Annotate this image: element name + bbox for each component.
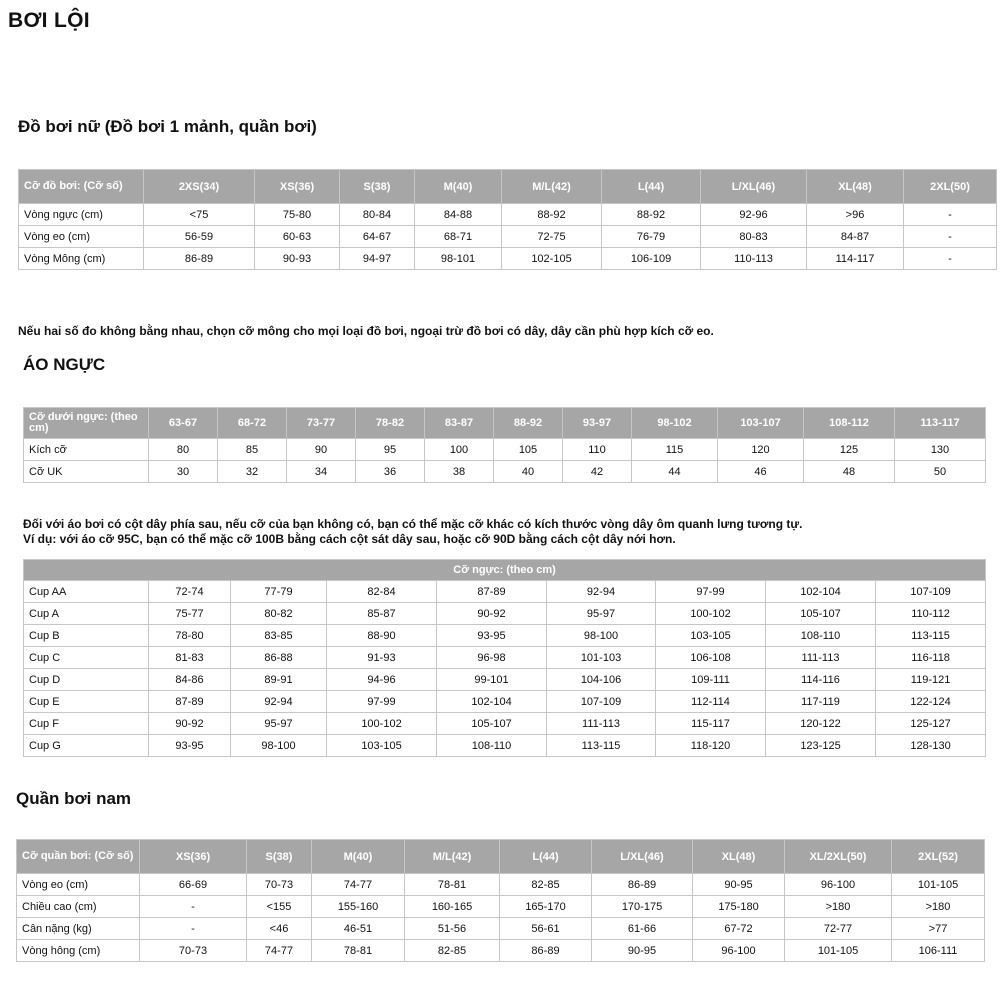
table-cell: 103-105: [327, 735, 437, 757]
table-cell: 94-97: [340, 248, 415, 270]
header-cell: M/L(42): [502, 170, 602, 204]
table-cell: 80-83: [701, 226, 807, 248]
table-cell: 97-99: [656, 581, 766, 603]
table-cell: 119-121: [876, 669, 986, 691]
table-row: [24, 735, 986, 757]
table-cell: 84-86: [149, 669, 231, 691]
table-cell: 86-89: [592, 874, 693, 896]
table-cell: 91-93: [327, 647, 437, 669]
table-cell: 102-104: [437, 691, 547, 713]
table-cell: 36: [356, 461, 425, 483]
bra-section-title: ÁO NGỰC: [23, 355, 106, 374]
table-cell: 109-111: [656, 669, 766, 691]
table-cell: 66-69: [140, 874, 247, 896]
table-row: [24, 669, 986, 691]
table-cell: 123-125: [766, 735, 876, 757]
row-label-cell: Cup D: [24, 669, 149, 691]
table-cell: 101-105: [892, 874, 985, 896]
table-cell: 100: [425, 439, 494, 461]
table-cell: 90-92: [437, 603, 547, 625]
table-row: [17, 940, 985, 962]
header-cell: 2XL(52): [892, 840, 985, 874]
row-label-cell: Cup C: [24, 647, 149, 669]
header-cell: 113-117: [895, 408, 986, 439]
table-cell: 89-91: [231, 669, 327, 691]
table-cell: 128-130: [876, 735, 986, 757]
header-cell: XS(36): [140, 840, 247, 874]
table-row: [19, 248, 997, 270]
row-label-cell: Cup F: [24, 713, 149, 735]
table-cell: 84-87: [807, 226, 904, 248]
row-label-cell: Vòng hông (cm): [17, 940, 140, 962]
women-size-table: [18, 169, 997, 270]
table-cell: 101-105: [785, 940, 892, 962]
table-cell: 61-66: [592, 918, 693, 940]
table-cell: 56-59: [144, 226, 255, 248]
table-cell: 102-104: [766, 581, 876, 603]
table-cell: 113-115: [547, 735, 656, 757]
table-cell: 85-87: [327, 603, 437, 625]
table-cell: 87-89: [437, 581, 547, 603]
row-label-cell: Vòng Mông (cm): [19, 248, 144, 270]
header-cell: 73-77: [287, 408, 356, 439]
table-cell: 60-63: [255, 226, 340, 248]
table-cell: 116-118: [876, 647, 986, 669]
row-label-cell: Chiều cao (cm): [17, 896, 140, 918]
table-cell: 32: [218, 461, 287, 483]
table-cell: 120-122: [766, 713, 876, 735]
row-label-cell: Vòng eo (cm): [17, 874, 140, 896]
table-cell: 68-71: [415, 226, 502, 248]
table-cell: 106-111: [892, 940, 985, 962]
table-cell: 86-89: [500, 940, 592, 962]
row-label-cell: Vòng eo (cm): [19, 226, 144, 248]
table-cell: 72-74: [149, 581, 231, 603]
table-cell: 42: [563, 461, 632, 483]
table-cell: 98-100: [547, 625, 656, 647]
table-cell: 160-165: [405, 896, 500, 918]
row-label-cell: Vòng ngực (cm): [19, 204, 144, 226]
table-cell: 75-77: [149, 603, 231, 625]
table-cell: 80: [149, 439, 218, 461]
table-row: [24, 581, 986, 603]
table-cell: 51-56: [405, 918, 500, 940]
table-cell: 110: [563, 439, 632, 461]
table-cell: <155: [247, 896, 312, 918]
table-cell: 92-96: [701, 204, 807, 226]
table-row: [24, 647, 986, 669]
table-cell: 46-51: [312, 918, 405, 940]
table-cell: 90-93: [255, 248, 340, 270]
header-cell: M/L(42): [405, 840, 500, 874]
table-cell: 83-85: [231, 625, 327, 647]
header-cell: 2XS(34): [144, 170, 255, 204]
table-cell: 88-90: [327, 625, 437, 647]
table-cell: 87-89: [149, 691, 231, 713]
table-cell: 165-170: [500, 896, 592, 918]
table-cell: 98-100: [231, 735, 327, 757]
table-cell: -: [904, 204, 997, 226]
header-cell: 2XL(50): [904, 170, 997, 204]
table-cell: 95-97: [547, 603, 656, 625]
table-cell: 44: [632, 461, 718, 483]
table-cell: 70-73: [247, 874, 312, 896]
table-cell: 84-88: [415, 204, 502, 226]
table-cell: 34: [287, 461, 356, 483]
table-cell: 67-72: [693, 918, 785, 940]
header-cell: L(44): [500, 840, 592, 874]
table-row: [24, 625, 986, 647]
table-cell: 96-100: [693, 940, 785, 962]
header-cell: Cỡ dưới ngực: (theo cm): [24, 408, 149, 439]
table-cell: 75-80: [255, 204, 340, 226]
table-cell: 80-84: [340, 204, 415, 226]
header-cell: 98-102: [632, 408, 718, 439]
row-label-cell: Kích cỡ: [24, 439, 149, 461]
table-row: [24, 603, 986, 625]
table-cell: 106-109: [602, 248, 701, 270]
table-cell: 64-67: [340, 226, 415, 248]
bra-note-line-2: Ví dụ: với áo cỡ 95C, bạn có thể mặc cỡ 100B bằng cách cột sát dây sau, hoặc cỡ 90D bằng cách cột dây nới hơn.: [23, 532, 676, 546]
table-cell: 77-79: [231, 581, 327, 603]
table-cell: 78-81: [312, 940, 405, 962]
row-label-cell: Cup AA: [24, 581, 149, 603]
header-cell: 68-72: [218, 408, 287, 439]
bra-note: [23, 517, 802, 547]
table-cell: 48: [804, 461, 895, 483]
table-cell: 74-77: [312, 874, 405, 896]
table-cell: 78-81: [405, 874, 500, 896]
header-cell: XL(48): [693, 840, 785, 874]
table-cell: -: [904, 226, 997, 248]
table-cell: 104-106: [547, 669, 656, 691]
header-cell: 83-87: [425, 408, 494, 439]
table-cell: 90-95: [693, 874, 785, 896]
table-cell: 72-77: [785, 918, 892, 940]
men-section-title: Quần bơi nam: [16, 789, 132, 808]
table-cell: 50: [895, 461, 986, 483]
bra-note-line-1: Đối với áo bơi có cột dây phía sau, nếu cỡ của bạn không có, bạn có thể mặc cỡ khác có kích thước vòng dây ôm quanh lưng tương tự.: [23, 517, 803, 531]
table-cell: 82-85: [500, 874, 592, 896]
table-cell: 88-92: [602, 204, 701, 226]
table-cell: 78-80: [149, 625, 231, 647]
header-cell: Cỡ quần bơi: (Cỡ số): [17, 840, 140, 874]
header-cell: XS(36): [255, 170, 340, 204]
table-cell: 82-85: [405, 940, 500, 962]
table-cell: 105-107: [437, 713, 547, 735]
table-cell: 93-95: [437, 625, 547, 647]
table-cell: 113-115: [876, 625, 986, 647]
table-row: [17, 874, 985, 896]
table-cell: 114-117: [807, 248, 904, 270]
table-row: [19, 204, 997, 226]
table-cell: 90-92: [149, 713, 231, 735]
table-cell: 40: [494, 461, 563, 483]
table-cell: 108-110: [437, 735, 547, 757]
header-cell: XL(48): [807, 170, 904, 204]
table-cell: 86-88: [231, 647, 327, 669]
table-cell: 97-99: [327, 691, 437, 713]
table-cell: 81-83: [149, 647, 231, 669]
table-cell: -: [140, 896, 247, 918]
table-cell: 107-109: [876, 581, 986, 603]
header-cell: 88-92: [494, 408, 563, 439]
header-cell: S(38): [247, 840, 312, 874]
table-cell: 107-109: [547, 691, 656, 713]
header-cell: L/XL(46): [701, 170, 807, 204]
table-cell: 74-77: [247, 940, 312, 962]
table-cell: 170-175: [592, 896, 693, 918]
header-cell: 103-107: [718, 408, 804, 439]
table-cell: 155-160: [312, 896, 405, 918]
table-cell: 120: [718, 439, 804, 461]
table-row: [24, 691, 986, 713]
table-cell: 99-101: [437, 669, 547, 691]
table-cell: 106-108: [656, 647, 766, 669]
row-label-cell: Cup E: [24, 691, 149, 713]
table-cell: 88-92: [502, 204, 602, 226]
table-cell: 96-98: [437, 647, 547, 669]
table-cell: 93-95: [149, 735, 231, 757]
table-cell: -: [140, 918, 247, 940]
table-cell: 46: [718, 461, 804, 483]
table-cell: >96: [807, 204, 904, 226]
table-cell: >180: [785, 896, 892, 918]
table-cell: 114-116: [766, 669, 876, 691]
bra-size-table: [23, 407, 986, 483]
table-cell: 72-75: [502, 226, 602, 248]
table-cell: 94-96: [327, 669, 437, 691]
table-cell: 82-84: [327, 581, 437, 603]
page-title: BƠI LỘI: [8, 9, 90, 32]
row-label-cell: Cup A: [24, 603, 149, 625]
table-cell: 108-110: [766, 625, 876, 647]
men-size-table: [16, 839, 985, 962]
table-cell: 38: [425, 461, 494, 483]
table-cell: 96-100: [785, 874, 892, 896]
table-cell: 95: [356, 439, 425, 461]
table-cell: 105-107: [766, 603, 876, 625]
header-cell: M(40): [312, 840, 405, 874]
table-cell: 101-103: [547, 647, 656, 669]
table-cell: 175-180: [693, 896, 785, 918]
table-cell: 102-105: [502, 248, 602, 270]
table-cell: 118-120: [656, 735, 766, 757]
row-label-cell: Cup B: [24, 625, 149, 647]
table-row: [17, 896, 985, 918]
table-cell: 70-73: [140, 940, 247, 962]
table-cell: 110-112: [876, 603, 986, 625]
row-label-cell: Cỡ UK: [24, 461, 149, 483]
table-cell: <75: [144, 204, 255, 226]
women-size-note: Nếu hai số đo không bằng nhau, chọn cỡ mông cho mọi loại đồ bơi, ngoại trừ đồ bơi có dây, dây cần phù hợp kích cỡ eo.: [18, 324, 714, 338]
table-cell: 103-105: [656, 625, 766, 647]
table-cell: 95-97: [231, 713, 327, 735]
table-cell: 30: [149, 461, 218, 483]
women-section-title: Đồ bơi nữ (Đồ bơi 1 mảnh, quần bơi): [18, 117, 317, 136]
table-cell: 100-102: [327, 713, 437, 735]
table-cell: <46: [247, 918, 312, 940]
table-row: [24, 713, 986, 735]
row-label-cell: Cup G: [24, 735, 149, 757]
table-cell: -: [904, 248, 997, 270]
table-row: [24, 461, 986, 483]
header-cell: M(40): [415, 170, 502, 204]
header-cell: 78-82: [356, 408, 425, 439]
table-cell: 85: [218, 439, 287, 461]
table-cell: 76-79: [602, 226, 701, 248]
table-cell: 100-102: [656, 603, 766, 625]
table-cell: 90-95: [592, 940, 693, 962]
cup-header-cell: Cỡ ngực: (theo cm): [24, 560, 986, 581]
table-cell: 80-82: [231, 603, 327, 625]
table-cell: 105: [494, 439, 563, 461]
header-cell: 108-112: [804, 408, 895, 439]
table-row: [17, 918, 985, 940]
header-cell: 63-67: [149, 408, 218, 439]
table-cell: 98-101: [415, 248, 502, 270]
header-cell: L(44): [602, 170, 701, 204]
table-cell: 111-113: [766, 647, 876, 669]
table-cell: 86-89: [144, 248, 255, 270]
header-cell: 93-97: [563, 408, 632, 439]
table-cell: 56-61: [500, 918, 592, 940]
table-cell: 125-127: [876, 713, 986, 735]
header-cell: XL/2XL(50): [785, 840, 892, 874]
table-cell: 90: [287, 439, 356, 461]
table-cell: >77: [892, 918, 985, 940]
table-row: [19, 226, 997, 248]
table-cell: 112-114: [656, 691, 766, 713]
table-cell: 92-94: [547, 581, 656, 603]
table-cell: 122-124: [876, 691, 986, 713]
table-cell: 115-117: [656, 713, 766, 735]
table-row: [24, 439, 986, 461]
table-cell: 115: [632, 439, 718, 461]
cup-size-table: [23, 559, 986, 757]
table-cell: 110-113: [701, 248, 807, 270]
header-cell: S(38): [340, 170, 415, 204]
table-cell: >180: [892, 896, 985, 918]
table-cell: 111-113: [547, 713, 656, 735]
header-cell: Cỡ đồ bơi: (Cỡ số): [19, 170, 144, 204]
row-label-cell: Cân nặng (kg): [17, 918, 140, 940]
table-cell: 117-119: [766, 691, 876, 713]
header-cell: L/XL(46): [592, 840, 693, 874]
table-cell: 125: [804, 439, 895, 461]
table-cell: 130: [895, 439, 986, 461]
table-cell: 92-94: [231, 691, 327, 713]
